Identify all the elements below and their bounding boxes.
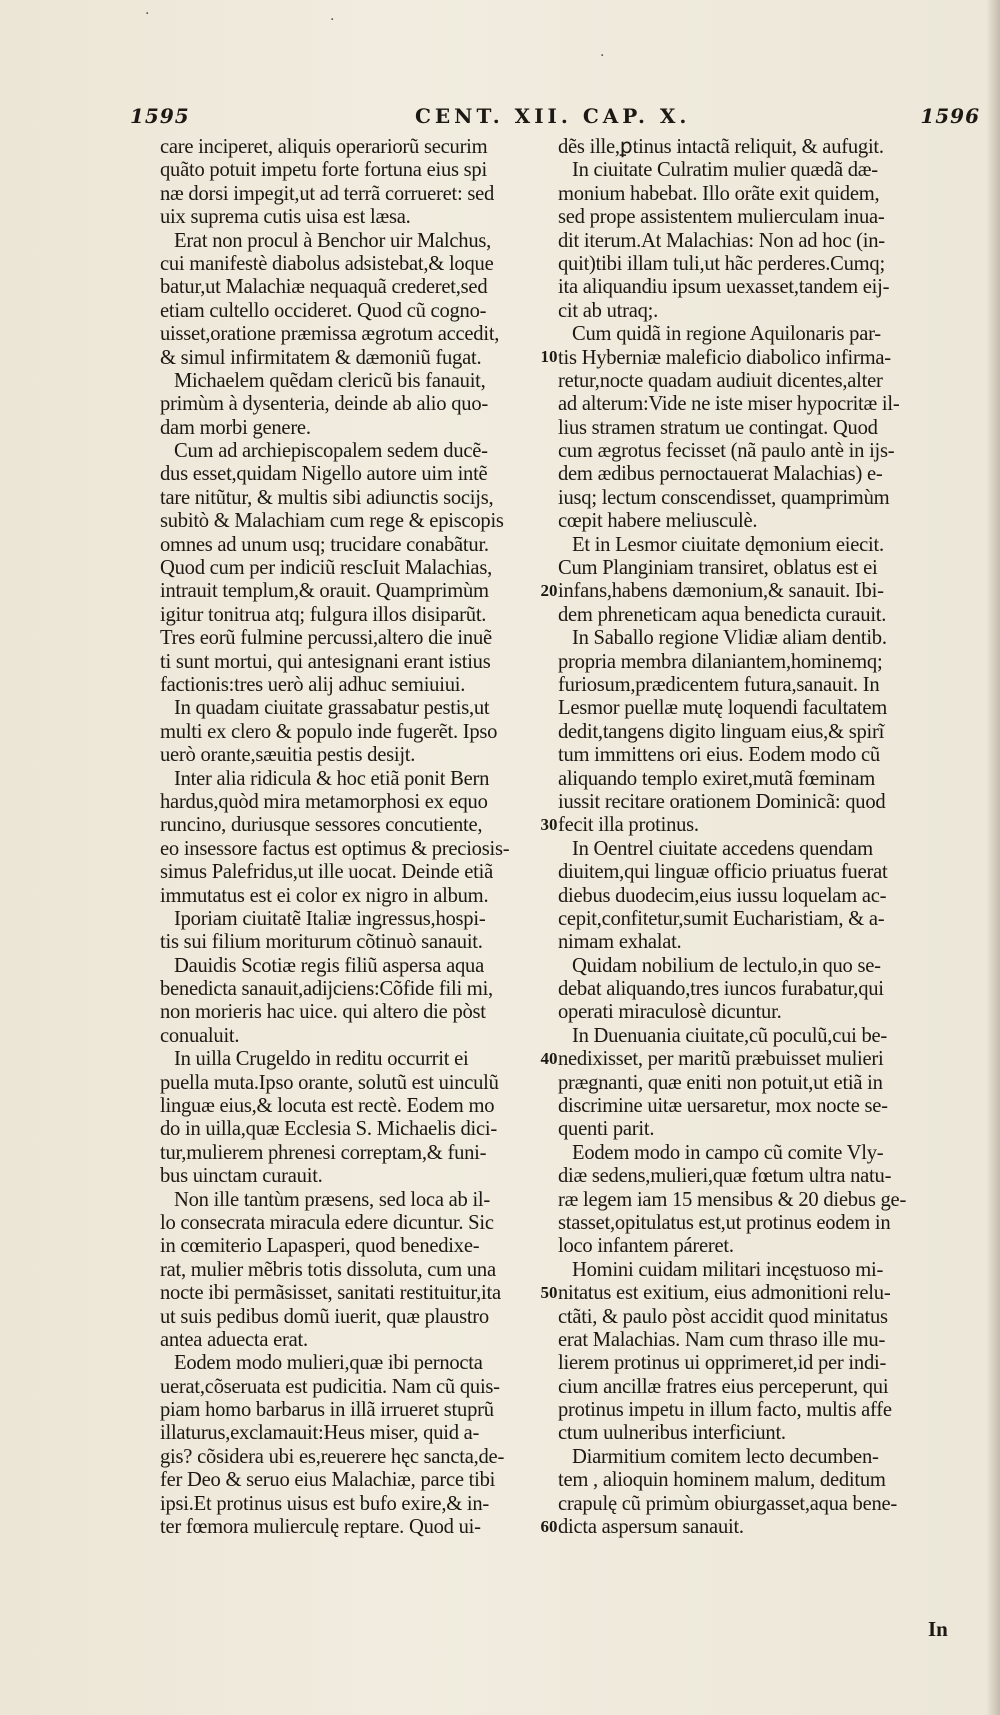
text-line: uerò orante,sæuitia pestis desijt.: [160, 744, 416, 767]
text-line: factionis:tres uerò alij adhuc semiuiui.: [160, 673, 466, 696]
line-number-mark: 20: [540, 580, 558, 600]
text-line: iusq; lectum conscendisset, quamprimùm: [558, 486, 890, 509]
left-page-number: 1595: [130, 104, 190, 128]
text-line: diæ sedens,mulieri,quæ fœtum ultra natu-: [558, 1165, 892, 1188]
text-line: debat aliquando,tres iuncos furabatur,qui: [558, 978, 884, 1001]
text-line: monium habebat. Illo orãte exit quidem,: [558, 182, 880, 205]
text-line: in cœmiterio Lapasperi, quod benedixe-: [160, 1235, 480, 1258]
right-page-number: 1596: [920, 104, 980, 128]
text-line: stasset,opitulatus est,ut protinus eodem in: [558, 1211, 891, 1234]
text-line: runcino, duriusque sessores concutiente,: [160, 814, 483, 837]
text-line: nedixisset, per maritũ præbuisset mulieri: [558, 1048, 884, 1071]
text-line: Cum ad archiepiscopalem sedem ducẽ-: [174, 440, 488, 463]
text-line: ut suis pedibus domũ iuerit, quæ plaustro: [160, 1305, 489, 1328]
text-line: lierem protinus ui opprimeret,id per indi-: [558, 1352, 887, 1375]
text-line: In uilla Crugeldo in reditu occurrit ei: [174, 1048, 469, 1071]
text-line: Tres eorũ fulmine percussi,altero die inuẽ: [160, 627, 492, 650]
text-line: retur,nocte quadam audiuit dicentes,alter: [558, 369, 883, 392]
text-line: tur,mulierem phrenesi correptam,& funi-: [160, 1141, 487, 1164]
text-line: Homini cuidam militari incęstuoso mi-: [572, 1258, 884, 1281]
text-line: næ dorsi impegit,ut ad terrã corrueret: sed: [160, 182, 495, 205]
text-line: In quadam ciuitate grassabatur pestis,ut: [174, 697, 490, 720]
text-line: primùm à dysenteria, deinde ab alio quo-: [160, 393, 488, 416]
text-line: Erat non procul à Benchor uir Malchus,: [174, 229, 492, 252]
line-number-mark: 60: [540, 1516, 558, 1536]
text-line: do in uilla,quæ Ecclesia S. Michaelis dici-: [160, 1118, 497, 1141]
text-line: dus esset,quidam Nigello autore uim intẽ: [160, 463, 488, 486]
text-line: antea aduecta erat.: [160, 1328, 308, 1351]
text-line: Non ille tantùm præsens, sed loca ab il-: [174, 1188, 491, 1211]
text-line: cepit,confitetur,sumit Eucharistiam, & a-: [558, 907, 885, 930]
text-line: cœpit habere meliusculè.: [558, 510, 758, 533]
text-line: ter fœmora mulierculę reptare. Quod ui-: [160, 1516, 481, 1539]
text-line: dẽs ille,ꝑtinus intactã reliquit, & aufugit.: [558, 136, 884, 158]
text-line: Diarmitium comitem lecto decumben-: [572, 1445, 879, 1468]
text-line: propria membra dilaniantem,hominemq;: [558, 650, 883, 673]
text-line: Dauidis Scotiæ regis filiũ aspersa aqua: [174, 954, 484, 977]
text-line: cum ægrotus fecisset (nã paulo antè in ijs-: [558, 440, 895, 463]
text-line: cium ancillæ fratres eius perceperunt, qui: [558, 1375, 889, 1398]
text-line: ræ legem iam 15 mensibus & 20 diebus ge-: [558, 1188, 907, 1211]
text-line: cui manifestè diabolus adsistebat,& loque: [160, 252, 494, 275]
paper-speck: ·: [330, 12, 335, 28]
text-line: dam morbi genere.: [160, 416, 311, 439]
text-line: infans,habens dæmonium,& sanauit. Ibi-: [558, 580, 884, 603]
text-line: In ciuitate Culratim mulier quædã dæ-: [572, 159, 878, 182]
text-line: cit ab utraq;.: [558, 299, 659, 322]
text-line: lo consecrata miracula edere dicuntur. Sic: [160, 1211, 494, 1234]
text-line: Iporiam ciuitatẽ Italiæ ingressus,hospi-: [174, 907, 486, 930]
text-line: iussit recitare orationem Dominicã: quod: [558, 790, 886, 813]
text-line: quenti parit.: [558, 1118, 655, 1141]
text-line: intrauit templum,& orauit. Quamprimùm: [160, 580, 489, 603]
text-line: Inter alia ridicula & hoc etiã ponit Bern: [174, 767, 490, 790]
text-line: conualuit.: [160, 1024, 240, 1047]
text-line: protinus impetu in illum facto, multis affe: [558, 1399, 892, 1422]
text-line: tem , alioquin hominem malum, deditum: [558, 1469, 886, 1492]
text-line: fecit illa protinus.: [558, 814, 699, 837]
text-line: Cum Planginiam transiret, oblatus est ei: [558, 557, 878, 580]
text-line: Eodem modo mulieri,quæ ibi pernocta: [174, 1352, 483, 1375]
text-line: loco infantem páreret.: [558, 1235, 734, 1258]
text-line: nitatus est exitium, eius admonitioni relu-: [558, 1282, 891, 1305]
running-title: CENT. XII. CAP. X.: [415, 104, 691, 128]
text-line: erat Malachias. Nam cum thraso ille mu-: [558, 1328, 886, 1351]
text-line: nimam exhalat.: [558, 931, 682, 954]
text-line: tis sui filium moriturum cõtinuò sanauit.: [160, 931, 483, 954]
text-line: Quidam nobilium de lectulo,in quo se-: [572, 954, 881, 977]
text-line: aliquando templo exiret,mutã fœminam: [558, 767, 875, 790]
text-line: ti sunt mortui, qui antesignani erant istius: [160, 650, 491, 673]
text-line: puella muta.Ipso orante, solutũ est uinculũ: [160, 1071, 499, 1094]
text-line: Michaelem quẽdam clericũ bis fanauit,: [174, 369, 486, 392]
text-line: diebus duodecim,eius iussu loquelam ac-: [558, 884, 887, 907]
paper-speck: ·: [145, 6, 150, 22]
line-number-mark: 50: [540, 1282, 558, 1302]
text-line: uix suprema cutis uisa est læsa.: [160, 206, 411, 229]
text-line: quãto potuit impetu forte fortuna eius spi: [160, 159, 487, 182]
text-line: diuitem,qui linguæ officio priuatus fuerat: [558, 861, 888, 884]
text-line: batur,ut Malachiæ nequaquã crederet,sed: [160, 276, 488, 299]
text-line: In Saballo regione Vlidiæ aliam dentib.: [572, 627, 887, 650]
text-line: omnes ad unum usq; trucidare conabãtur.: [160, 533, 489, 556]
text-line: gis? cõsidera ubi es,reuerere hęc sancta,de-: [160, 1445, 505, 1468]
text-line: eo insessore factus est optimus & preciosis-: [160, 837, 510, 860]
text-line: multi ex clero & populo inde fugerẽt. Ipso: [160, 720, 498, 743]
text-line: benedicta sanauit,adijciens:Cõfide fili mi,: [160, 978, 493, 1001]
text-line: & simul infirmitatem & dæmoniũ fugat.: [160, 346, 482, 369]
text-line: tum immittens ori eius. Eodem modo cũ: [558, 744, 880, 767]
text-line: uerat,cõseruata est pudicitia. Nam cũ quis-: [160, 1375, 500, 1398]
text-line: linguæ eius,& locuta est rectè. Eodem mo: [160, 1095, 495, 1118]
text-line: ita aliquandiu ipsum uexasset,tandem eij-: [558, 276, 890, 299]
text-line: ad alterum:Vide ne iste miser hypocritæ il-: [558, 393, 900, 416]
text-line: piam homo barbarus in illã irrueret stuprũ: [160, 1399, 494, 1422]
text-line: dit iterum.At Malachias: Non ad hoc (in-: [558, 229, 885, 252]
text-line: quit)tibi illam tuli,ut hãc perderes.Cumq;: [558, 252, 885, 275]
text-line: In Duenuania ciuitate,cũ poculũ,cui be-: [572, 1024, 888, 1047]
text-line: non morieris hac uice. qui altero die pòst: [160, 1001, 486, 1024]
text-line: dem phreneticam aqua benedicta curauit.: [558, 603, 887, 626]
text-line: Cum quidã in regione Aquilonaris par-: [572, 323, 881, 346]
text-line: tare nitũtur, & multis sibi adiunctis socijs,: [160, 486, 494, 509]
text-line: lius stramen stratum ue contingat. Quod: [558, 416, 878, 439]
text-line: bus uinctam curauit.: [160, 1165, 323, 1188]
text-line: ctãti, & paulo pòst accidit quod minitatus: [558, 1305, 888, 1328]
left-text-column: [160, 136, 535, 1539]
text-line: rat, mulier mẽbris totis dissoluta, cum una: [160, 1258, 496, 1281]
text-line: etiam cultello occideret. Quod cũ cogno-: [160, 299, 487, 322]
text-line: igitur tonitrua atq; fulgura illos disiparũt.: [160, 603, 487, 626]
text-line: dedit,tangens digito linguam eius,& spirĩ: [558, 720, 885, 743]
text-line: dem ædibus pernoctauerat Malachias) e-: [558, 463, 883, 486]
text-line: care inciperet, aliquis operariorũ securim: [160, 136, 488, 158]
text-line: fer Deo & seruo eius Malachiæ, parce tibi: [160, 1469, 496, 1492]
text-line: nocte ibi permãsisset, sanitati restituitur,ita: [160, 1282, 501, 1305]
text-line: immutatus est ei color ex nigro in album.: [160, 884, 489, 907]
text-line: furiosum,prædicentem futura,sanauit. In: [558, 673, 880, 696]
text-line: illaturus,exclamauit:Heus miser, quid a-: [160, 1422, 480, 1445]
text-line: operati miraculosè dicuntur.: [558, 1001, 782, 1024]
text-line: Lesmor puellæ mutę loquendi facultatem: [558, 697, 888, 720]
line-number-mark: 30: [540, 814, 558, 834]
catchword: In: [928, 1617, 948, 1641]
text-line: dicta aspersum sanauit.: [558, 1516, 744, 1539]
text-line: In Oentrel ciuitate accedens quendam: [572, 837, 873, 860]
paper-speck: ·: [600, 48, 605, 64]
text-line: prægnanti, quæ eniti non potuit,ut etiã in: [558, 1071, 883, 1094]
text-line: tis Hyberniæ maleficio diabolico infirma-: [558, 346, 891, 369]
text-line: sed prope assistentem mulierculam inua-: [558, 206, 885, 229]
text-line: discrimine uitæ uersaretur, mox nocte se-: [558, 1095, 888, 1118]
line-number-mark: 40: [540, 1048, 558, 1068]
text-line: uisset,oratione præmissa ægrotum accedit,: [160, 323, 500, 346]
right-text-column: [558, 136, 953, 1539]
text-line: simus Palefridus,ut ille uocat. Deinde etiã: [160, 861, 493, 884]
text-line: Eodem modo in campo cũ comite Vly-: [572, 1141, 884, 1164]
text-line: ctum uulneribus interficiunt.: [558, 1422, 786, 1445]
text-line: subitò & Malachiam cum rege & episcopis: [160, 510, 504, 533]
line-number-mark: 10: [540, 346, 558, 366]
text-line: Et in Lesmor ciuitate dęmonium eiecit.: [572, 533, 884, 556]
text-line: crapulę cũ primùm obiurgasset,aqua bene-: [558, 1492, 898, 1515]
text-line: ipsi.Et protinus uisus est bufo exire,& in-: [160, 1492, 490, 1515]
text-line: hardus,quòd mira metamorphosi ex equo: [160, 790, 488, 813]
text-line: Quod cum per indiciũ rescIuit Malachias,: [160, 557, 492, 580]
page-edge-shadow: [986, 0, 1000, 1715]
